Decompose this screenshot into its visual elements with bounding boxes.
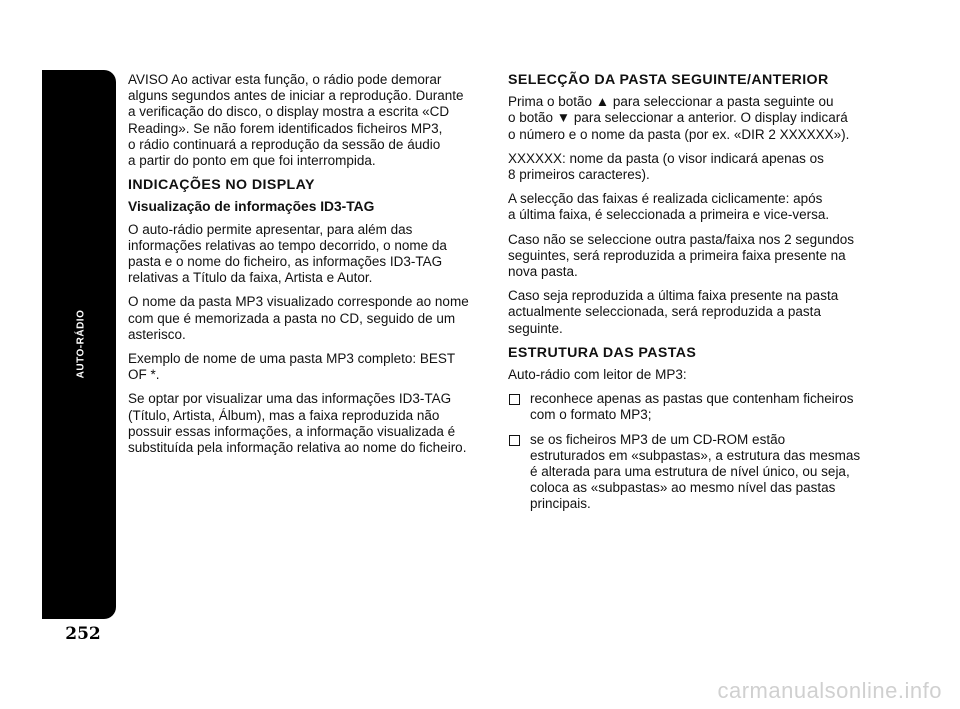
list-item bbox=[508, 432, 876, 513]
paragraph: O nome da pasta MP3 visualizado corresponde ao nome com que é memorizada a pasta no CD, seguido de um asterisco. bbox=[128, 294, 469, 342]
right-column bbox=[508, 72, 876, 521]
left-column bbox=[128, 72, 480, 464]
watermark: carmanualsonline.info bbox=[717, 678, 942, 703]
folder-structure-heading: ESTRUTURA DAS PASTAS bbox=[508, 344, 697, 361]
paragraph: XXXXXX: nome da pasta (o visor indicará apenas os 8 primeiros caracteres). bbox=[508, 150, 824, 183]
paragraph: O auto-rádio permite apresentar, para além das informações relativas ao tempo decorrido, o nome da pasta e o nome do ficheiro, as informações ID3-TAG relativas a Título da faixa, Artista e Autor. bbox=[128, 221, 447, 286]
warning-paragraph: AVISO Ao activar esta função, o rádio pode demorar alguns segundos antes de iniciar a reprodução. Durante a verificação do disco, o display mostra a escrita «CD Reading». Se não forem identificados ficheiros MP3, o rádio continuará a reprodução da sessão de áudio a partir do ponto em que foi interrompida. bbox=[128, 72, 464, 169]
id3-subheading: Visualização de informações ID3-TAG bbox=[128, 199, 375, 215]
folder-select-heading: SELECÇÃO DA PASTA SEGUINTE/ANTERIOR bbox=[508, 72, 829, 88]
paragraph: Exemplo de nome de uma pasta MP3 completo: BEST OF *. bbox=[128, 351, 456, 383]
checkbox-bullet-icon bbox=[509, 394, 520, 405]
list-item-text: reconhece apenas as pastas que contenham ficheiros com o formato MP3; bbox=[530, 391, 854, 423]
page-number: 252 bbox=[65, 624, 101, 644]
paragraph: Auto-rádio com leitor de MP3: bbox=[508, 367, 687, 383]
checkbox-bullet-icon bbox=[509, 435, 520, 446]
paragraph: Se optar por visualizar uma das informações ID3-TAG (Título, Artista, Álbum), mas a faixa reproduzida não possuir essas informações, a informação visualizada é substituída pela informação relativa ao nome do ficheiro. bbox=[128, 391, 467, 456]
paragraph: Caso seja reproduzida a última faixa presente na pasta actualmente seleccionada, será reproduzida a pasta seguinte. bbox=[508, 288, 839, 336]
display-heading: INDICAÇÕES NO DISPLAY bbox=[128, 177, 315, 194]
paragraph: Prima o botão ▲ para seleccionar a pasta seguinte ou o botão ▼ para seleccionar a anterior. O display indicará o número e o nome da pasta (por ex. «DIR 2 XXXXXX»). bbox=[508, 94, 850, 142]
list-item bbox=[508, 391, 876, 423]
paragraph: A selecção das faixas é realizada ciclicamente: após a última faixa, é seleccionada a primeira e vice-versa. bbox=[508, 191, 830, 223]
section-label: AUTO-RÁDIO bbox=[75, 309, 87, 379]
list-item-text: se os ficheiros MP3 de um CD-ROM estão estruturados em «subpastas», a estrutura das mesmas é alterada para uma estrutura de nível único, ou seja, coloca as «subpastas» ao mesmo nível das pastas principais. bbox=[530, 431, 861, 512]
paragraph: Caso não se seleccione outra pasta/faixa nos 2 segundos seguintes, será reproduzida a primeira faixa presente na nova pasta. bbox=[508, 231, 854, 280]
